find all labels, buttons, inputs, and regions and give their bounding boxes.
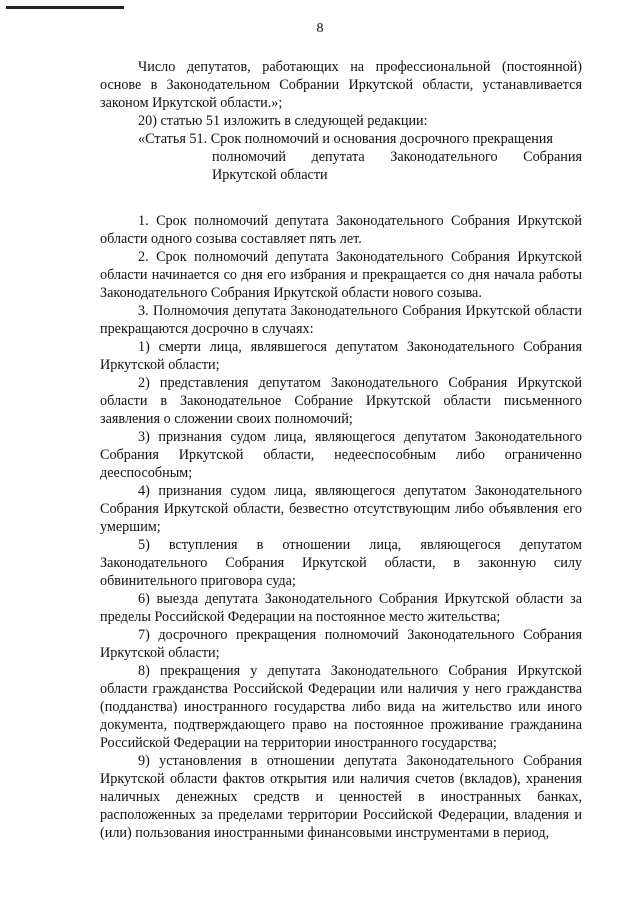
list-item: 6) выезда депутата Законодательного Собрания Иркутской области за пределы Российской Федерации на постоянное место жительства; — [100, 591, 582, 625]
list-item: 3) признания судом лица, являющегося депутатом Законодательного Собрания Иркутской области, недееспособным либо ограниченно дееспособным; — [100, 429, 582, 481]
document-body — [100, 58, 582, 842]
article-heading: «Статья 51. Срок полномочий и основания досрочного прекращения — [138, 131, 553, 147]
article-heading-continuation: полномочий депутата Законодательного Собрания Иркутской области — [212, 149, 582, 183]
paragraph: 1. Срок полномочий депутата Законодательного Собрания Иркутской области одного созыва составляет пять лет. — [100, 213, 582, 247]
corner-mark — [6, 6, 124, 9]
list-item: 5) вступления в отношении лица, являющегося депутатом Законодательного Собрания Иркутской области, в законную силу обвинительного приговора суда; — [100, 537, 582, 589]
list-item: 4) признания судом лица, являющегося депутатом Законодательного Собрания Иркутской области, безвестно отсутствующим либо объявления его умершим; — [100, 483, 582, 535]
list-item: 2) представления депутатом Законодательного Собрания Иркутской области в Законодательное Собрание Иркутской области письменного заявления о сложении своих полномочий; — [100, 375, 582, 427]
list-item: 8) прекращения у депутата Законодательного Собрания Иркутской области гражданства Российской Федерации или наличия у него гражданства (подданства) иностранного государства либо вида на жительство или иного документа, подтверждающего право на постоянное проживание гражданина Российской Федерации на территории иностранного государства; — [100, 663, 582, 751]
list-item: 9) установления в отношении депутата Законодательного Собрания Иркутской области фактов открытия или наличия счетов (вкладов), хранения наличных денежных средств и ценностей в иностранных банках, расположенных за пределами территории Российской Федерации, владения и (или) пользования иностранными финансовыми инструментами в период, — [100, 753, 582, 841]
paragraph-intro-2: 20) статью 51 изложить в следующей редакции: — [138, 113, 428, 129]
paragraph-intro-1: Число депутатов, работающих на профессиональной (постоянной) основе в Законодательном Собрании Иркутской области, устанавливается законом Иркутской области.»; — [100, 59, 582, 111]
spacer — [100, 184, 582, 212]
list-item: 1) смерти лица, являвшегося депутатом Законодательного Собрания Иркутской области; — [100, 339, 582, 373]
page-number: 8 — [316, 21, 324, 36]
paragraph: 2. Срок полномочий депутата Законодательного Собрания Иркутской области начинается со дня его избрания и прекращается со дня начала работы Законодательного Собрания Иркутской области нового созыва. — [100, 249, 582, 301]
list-item: 7) досрочного прекращения полномочий Законодательного Собрания Иркутской области; — [100, 627, 582, 661]
paragraph: 3. Полномочия депутата Законодательного Собрания Иркутской области прекращаются досрочно в случаях: — [100, 303, 582, 337]
